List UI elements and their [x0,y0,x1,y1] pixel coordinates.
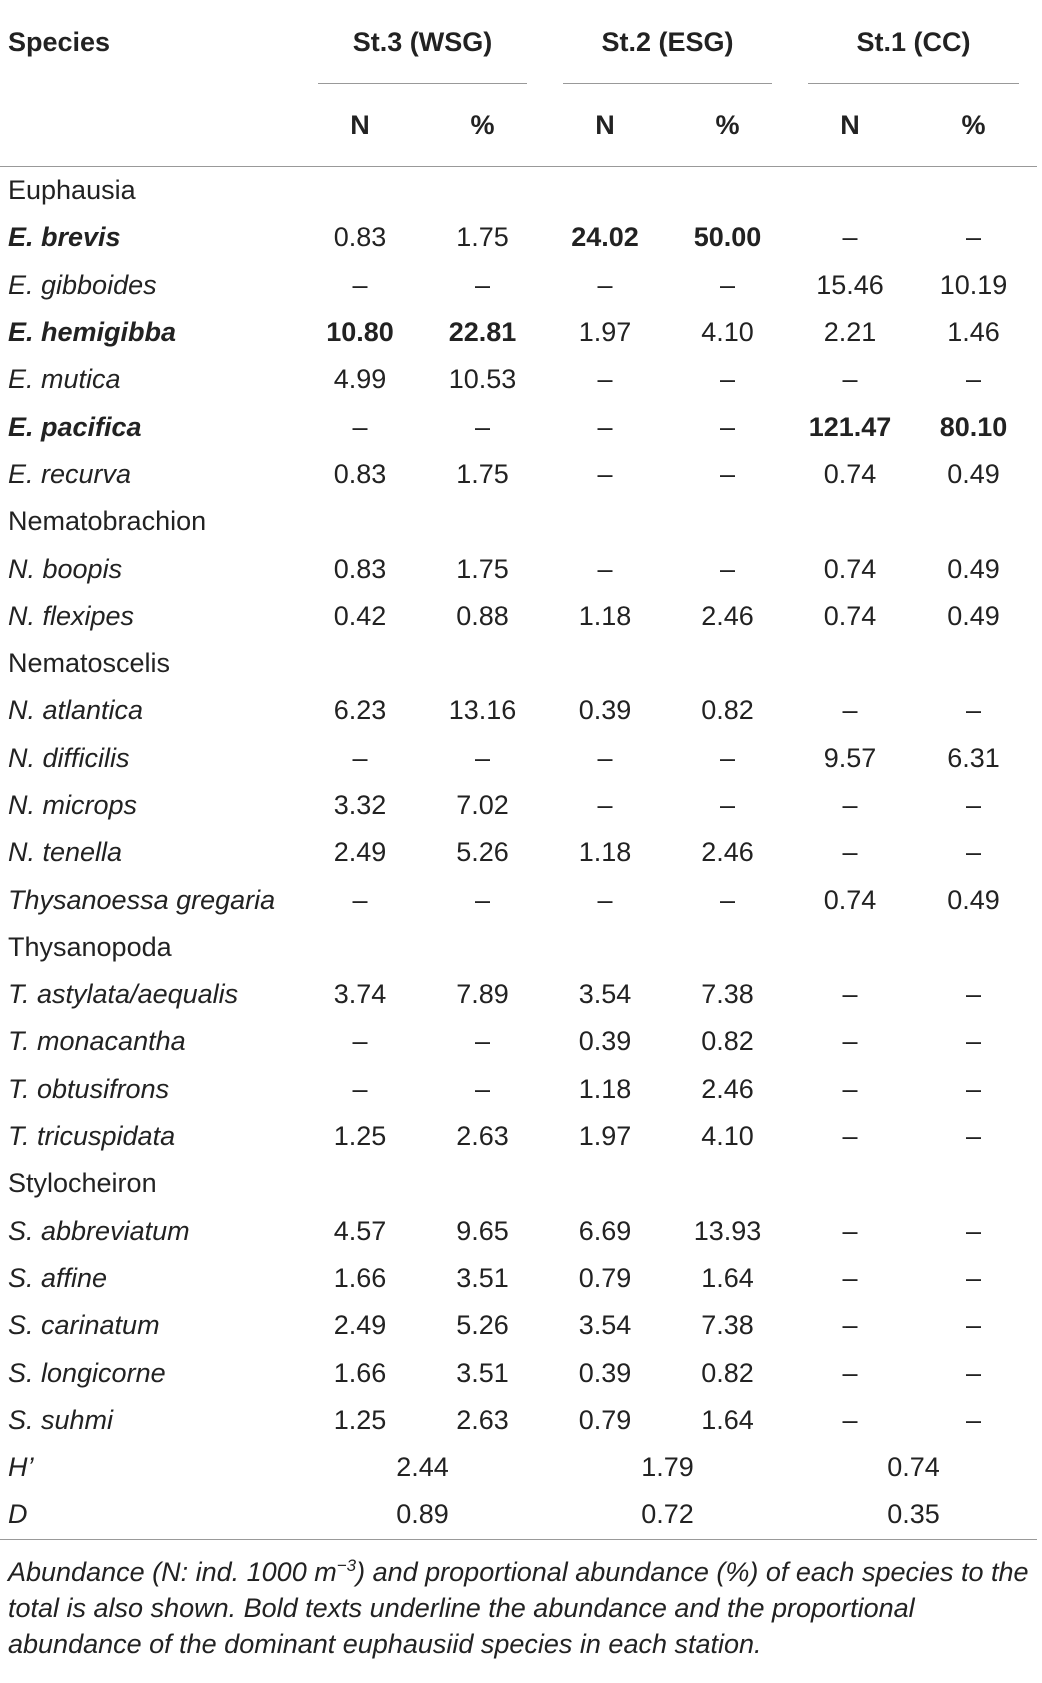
sub-header-n: N [350,109,370,140]
percent-value: – [965,1404,982,1435]
percent-value: 13.93 [693,1215,762,1246]
abundance-value: – [842,837,858,868]
percent-value: 1.64 [701,1262,754,1293]
species-name: S. carinatum [8,1310,160,1341]
table-row [0,1349,1037,1396]
percent-value: – [474,411,491,442]
percent-value: – [474,269,491,300]
genus-name: Nematoscelis [8,648,171,679]
abundance-value: 1.18 [578,600,632,631]
percent-value: 50.00 [693,222,762,253]
table-row [0,403,1037,450]
abundance-value: 3.54 [578,1310,632,1341]
abundance-value: 0.42 [333,600,387,631]
species-name: S. suhmi [8,1404,114,1435]
percent-value: 2.46 [701,600,754,631]
index-value: 0.72 [641,1499,694,1530]
percent-value: – [965,837,982,868]
percent-value: 0.82 [701,1026,754,1057]
abundance-value: – [597,269,613,300]
abundance-value: 121.47 [808,411,892,442]
abundance-value: – [842,790,858,820]
percent-value: 1.75 [456,553,509,584]
index-value: 0.89 [396,1499,449,1530]
abundance-value: 1.25 [333,1404,387,1435]
genus-row-filler [300,167,1037,215]
species-name: E. recurva [8,458,132,489]
abundance-value: – [597,742,613,773]
species-name: N. tenella [8,837,123,868]
abundance-value: – [842,695,858,726]
sub-header-percent: % [715,109,740,140]
percent-value: 1.75 [456,222,509,253]
index-name: D [8,1499,28,1530]
genus-name: Nematobrachion [8,506,207,537]
percent-value: 0.49 [947,458,1000,489]
percent-value: 5.26 [456,1310,509,1341]
percent-value: – [965,1026,982,1057]
percent-value: – [719,269,736,300]
percent-value: – [474,884,491,915]
table-row [0,782,1037,829]
table-row [0,1113,1037,1160]
index-value: 0.74 [887,1452,940,1483]
abundance-value: 3.74 [333,979,387,1010]
header-row-measures [0,84,1037,167]
abundance-value: 0.83 [333,222,387,253]
abundance-value: – [842,364,858,395]
species-name: T. tricuspidata [8,1121,176,1152]
abundance-value: – [352,411,368,442]
species-name: T. obtusifrons [8,1073,170,1104]
abundance-value: 2.49 [333,837,387,868]
percent-value: 0.82 [701,695,754,726]
abundance-value: 0.74 [823,458,877,489]
genus-row-filler [300,1160,1037,1207]
percent-value: 2.63 [456,1121,509,1152]
abundance-value: – [842,1215,858,1246]
percent-value: 3.51 [456,1262,509,1293]
species-name: N. flexipes [8,600,135,631]
diversity-index-row [0,1491,1037,1539]
species-name: T. monacantha [8,1026,186,1057]
percent-value: – [965,1262,982,1293]
sub-header-n: N [595,109,615,140]
blank-header-cell [0,84,300,167]
percent-value: 7.02 [456,790,509,820]
abundance-value: – [842,1357,858,1388]
abundance-value: 0.74 [823,884,877,915]
table-body [0,167,1037,1540]
abundance-value: – [842,1310,858,1341]
percent-value: – [965,1310,982,1341]
percent-value: 10.53 [448,364,517,395]
percent-value: – [965,790,982,820]
abundance-value: 0.39 [578,1026,632,1057]
abundance-value: – [842,979,858,1010]
species-name: T. astylata/aequalis [8,979,239,1010]
abundance-value: – [842,222,858,253]
percent-value: 1.46 [947,317,1000,348]
table-row [0,1066,1037,1113]
abundance-value: 4.57 [333,1215,387,1246]
table-row [0,545,1037,592]
table-row [0,451,1037,498]
percent-value: – [965,1357,982,1388]
table-row [0,214,1037,261]
species-name: S. affine [8,1262,108,1293]
abundance-value: 0.74 [823,600,877,631]
abundance-value: – [842,1073,858,1104]
abundance-value: 0.83 [333,458,387,489]
abundance-value: – [842,1262,858,1293]
table-row [0,1208,1037,1255]
percent-value: – [965,222,982,253]
genus-row [0,924,1037,971]
abundance-value: 4.99 [333,364,387,395]
table-row [0,593,1037,640]
abundance-value: – [597,411,613,442]
genus-row [0,640,1037,687]
index-value: 0.35 [887,1499,940,1530]
species-name: E. pacifica [8,411,142,442]
table-row [0,735,1037,782]
percent-value: – [965,695,982,726]
percent-value: 2.63 [456,1404,509,1435]
abundance-value: – [352,742,368,773]
table-row [0,1255,1037,1302]
abundance-value: 2.49 [333,1310,387,1341]
abundance-value: – [352,884,368,915]
abundance-value: 10.80 [326,317,394,348]
percent-value: 2.46 [701,1073,754,1104]
table-row [0,1018,1037,1065]
percent-value: – [965,364,982,395]
percent-value: 1.64 [701,1404,754,1435]
abundance-value: – [842,1026,858,1057]
abundance-value: 9.57 [823,742,877,773]
percent-value: – [719,364,736,395]
percent-value: – [474,742,491,773]
abundance-value: – [352,269,368,300]
percent-value: – [965,1073,982,1104]
percent-value: – [719,884,736,915]
percent-value: – [719,458,736,489]
abundance-value: 0.39 [578,695,632,726]
genus-name: Thysanopoda [8,931,172,962]
percent-value: – [965,979,982,1010]
abundance-value: 24.02 [571,222,639,253]
percent-value: 0.49 [947,884,1000,915]
percent-value: 3.51 [456,1357,509,1388]
abundance-value: 0.79 [578,1404,632,1435]
abundance-value: – [352,1073,368,1104]
percent-value: 1.75 [456,458,509,489]
genus-name: Stylocheiron [8,1168,157,1199]
table-row [0,829,1037,876]
percent-value: – [474,1026,491,1057]
percent-value: 22.81 [448,317,517,348]
abundance-value: 0.74 [823,553,877,584]
percent-value: – [965,1215,982,1246]
percent-value: 80.10 [939,411,1008,442]
percent-value: 6.31 [947,742,1000,773]
species-name: N. microps [8,790,138,820]
table-row [0,309,1037,356]
species-name: N. difficilis [8,742,130,773]
species-name: N. boopis [8,553,123,584]
abundance-value: 0.39 [578,1357,632,1388]
species-name: N. atlantica [8,695,144,726]
abundance-value: 0.83 [333,553,387,584]
abundance-value: 1.97 [578,1121,632,1152]
station-header-st1: St.1 (CC) [790,0,1037,84]
abundance-value: 2.21 [823,317,877,348]
abundance-value: – [842,1121,858,1152]
percent-value: – [965,1121,982,1152]
abundance-value: – [597,884,613,915]
percent-value: 0.82 [701,1357,754,1388]
species-name: E. gibboides [8,269,157,300]
table-row [0,1302,1037,1349]
percent-value: 5.26 [456,837,509,868]
genus-row [0,167,1037,215]
percent-value: – [719,553,736,584]
abundance-value: 1.66 [333,1262,387,1293]
percent-value: 2.46 [701,837,754,868]
percent-value: – [474,1073,491,1104]
percent-value: 10.19 [939,269,1008,300]
abundance-value: – [597,458,613,489]
genus-name: Euphausia [8,175,136,206]
percent-value: 0.88 [456,600,509,631]
abundance-value: – [597,790,613,820]
species-name: E. hemigibba [8,317,177,348]
abundance-value: 1.66 [333,1357,387,1388]
index-name: H’ [8,1452,34,1483]
genus-row [0,1160,1037,1207]
table-row [0,262,1037,309]
percent-value: – [719,411,736,442]
percent-value: – [719,790,736,820]
abundance-value: – [842,1404,858,1435]
genus-row-filler [300,640,1037,687]
abundance-value: – [597,364,613,395]
table-row [0,356,1037,403]
station-header-st2: St.2 (ESG) [545,0,790,84]
genus-row-filler [300,498,1037,545]
abundance-value: 0.79 [578,1262,632,1293]
index-value: 1.79 [641,1452,694,1483]
station-header-st3: St.3 (WSG) [300,0,545,84]
abundance-value: 1.18 [578,1073,632,1104]
table-footnote: Abundance (N: ind. 1000 $m^{-3}$) and proportional abundance (%) of each species to the total is also shown. Bold texts underline the abundance and the proportional abundance of the dominant euphausiid species in each station. [8,1556,1029,1659]
abundance-value: 15.46 [816,269,884,300]
percent-value: 7.38 [701,979,754,1010]
abundance-value: 3.32 [333,790,387,820]
species-name: E. mutica [8,364,121,395]
abundance-value: 6.69 [578,1215,632,1246]
percent-value: 7.38 [701,1310,754,1341]
percent-value: 4.10 [701,1121,754,1152]
abundance-value: – [352,1026,368,1057]
sub-header-percent: % [961,109,986,140]
sub-header-n: N [840,109,860,140]
species-name: S. abbreviatum [8,1215,190,1246]
species-name: S. longicorne [8,1357,166,1388]
abundance-value: 6.23 [333,695,387,726]
abundance-value: 3.54 [578,979,632,1010]
abundance-value: – [597,553,613,584]
species-name: Thysanoessa gregaria [8,884,276,915]
percent-value: 0.49 [947,600,1000,631]
table-row [0,876,1037,923]
abundance-value: 1.97 [578,317,632,348]
header-row-stations [0,0,1037,84]
percent-value: 9.65 [456,1215,509,1246]
species-name: E. brevis [8,222,121,253]
table-row [0,687,1037,734]
genus-row-filler [300,924,1037,971]
percent-value: 13.16 [448,695,517,726]
percent-value: – [719,742,736,773]
species-column-header: Species [8,26,111,57]
diversity-index-row [0,1444,1037,1491]
genus-row [0,498,1037,545]
abundance-value: 1.25 [333,1121,387,1152]
index-value: 2.44 [396,1452,449,1483]
percent-value: 0.49 [947,553,1000,584]
table-row [0,1397,1037,1444]
sub-header-percent: % [470,109,495,140]
percent-value: 7.89 [456,979,509,1010]
abundance-value: 1.18 [578,837,632,868]
table-row [0,971,1037,1018]
percent-value: 4.10 [701,317,754,348]
